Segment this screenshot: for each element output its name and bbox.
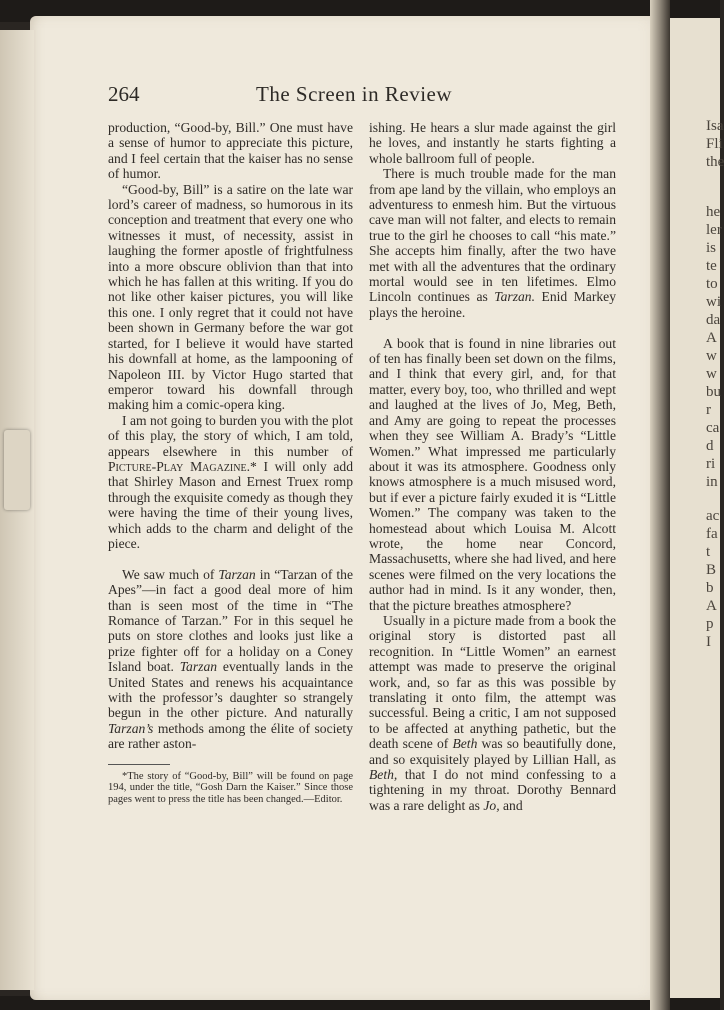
paragraph: A book that is found in nine libraries out of ten has finally been set down on the films, and I think that every girl, and, for that matter, every boy, too, who thrilled and wept and laughed at the lives of Jo, Meg, Beth, and Amy are going to repeat the processes when they see William A. Brady’s “Little Women.” What impressed me particularly about it was its atmosphere. Goodness only knows atmosphere is a much misused word, but if ever a picture fairly exuded it is “Little Women.” The company was taken to the homestead about which Louisa M. Alcott wrote, the home near Concord, Massachusetts, where she had lived, and here scenes were filmed on the very locations the author had in mind. Is it any wonder, then, that the picture breathes atmosphere? xyxy=(369,335,616,613)
facing-page-fragment: ac xyxy=(706,508,720,524)
facing-page-fragment: bu xyxy=(706,384,721,400)
paper-scrap xyxy=(4,430,30,510)
footnote: *The story of “Good-by, Bill” will be found on page 194, under the title, “Gosh Darn the Kaiser.” Since those pages went to press the title has been changed.—Editor. xyxy=(108,770,353,805)
facing-page-fragment: w xyxy=(706,348,717,364)
facing-page-fragment: fa xyxy=(706,526,718,542)
facing-page-fragment: ler xyxy=(706,222,722,238)
facing-page-fragment: is xyxy=(706,240,717,256)
paragraph: “Good-by, Bill” is a satire on the late war lord’s career of madness, so humorous in its conception and treatment that every one who witnesses it must, of necessity, assist in laughing the former apostle of frightfulness into a more obscure oblivion than that into which he has fallen at this writing. If you do not like other kaiser pictures, you will like this one. I only regret that it could not have been shown in Germany before the war got started, for I believe it would have started his downfall at home, as the lampooning of Napoleon III. by Victor Hugo started that emperor toward his downfall through making him a comic-opera king. xyxy=(108,181,353,413)
page-number: 264 xyxy=(108,82,140,106)
facing-page-fragment: the xyxy=(706,154,724,170)
facing-page-fragment: ca xyxy=(706,420,720,436)
facing-page-fragment: Isa xyxy=(706,118,724,134)
paragraph: Usually in a picture made from a book the original story is distorted past all recognition. In “Little Women” an earnest attempt was made to preserve the original work, and, so far as this was possible by translating it onto film, the attempt was successful. Being a critic, I am not supposed to be affected at anything pathetic, but the death scene of Beth was so beautifully done, and so exquisitely played by Lillian Hall, as Beth, that I do not mind confessing to a tightening in my throat. Dorothy Bennard was a rare delight as Jo, and xyxy=(369,612,616,813)
facing-page-fragment: p xyxy=(706,616,714,632)
left-column xyxy=(108,120,353,805)
footnote-rule xyxy=(108,764,170,765)
magazine-name: Picture-Play Magazine.* xyxy=(108,458,257,474)
facing-page-fragment: ri xyxy=(706,456,716,472)
facing-page-fragment: I xyxy=(706,634,711,650)
running-title: The Screen in Review xyxy=(256,82,453,106)
book-gutter xyxy=(650,0,670,1010)
facing-page-fragment: A xyxy=(706,598,717,614)
facing-page-fragment: wi xyxy=(706,294,721,310)
paragraph: production, “Good-by, Bill.” One must have a sense of humor to appreciate this picture, and I feel certain that the kaiser has no sense of humor. xyxy=(108,120,353,182)
facing-page-fragment: b xyxy=(706,580,714,596)
facing-page-fragment: to xyxy=(706,276,718,292)
facing-page-fragment: w xyxy=(706,366,717,382)
paragraph: I am not going to burden you with the plot of this play, the story of which, I am told, appears elsewhere in this number of Picture-Play Magazine.* I will only add that Shirley Mason and Ernest Truex romp through the exquisite comedy as though they were having the time of their young lives, which adds to the charm and delight of the piece. xyxy=(108,412,353,551)
paragraph: ishing. He hears a slur made against the girl he loves, and instantly he starts fighting a whole ballroom full of people. xyxy=(369,120,616,166)
facing-page-fragment: he xyxy=(706,204,721,220)
paragraph: We saw much of Tarzan in “Tarzan of the Apes”—in fact a good deal more of him than is seen most of the time in “The Romance of Tarzan.” For in this sequel he puts on store clothes and looks just like a prize fighter off for a holiday on a Coney Island boat. Tarzan eventually lands in the United States and renews his acquaintance with the professor’s daughter so strangely begun in the other picture. And naturally Tarzan’s methods among the élite of society are rather aston- xyxy=(108,566,353,752)
facing-page-fragment: B xyxy=(706,562,717,578)
facing-page-fragment: r xyxy=(706,402,711,418)
right-column xyxy=(369,120,616,813)
facing-page-fragment: Fli xyxy=(706,136,723,152)
paragraph: There is much trouble made for the man from ape land by the villain, who employs an adventuress to enmesh him. But the virtuous cave man will not falter, and elects to remain true to the girl he chooses to call “his mate.” She accepts him finally, after the two have met with all the adventures that the ordinary mortal would see in ten lifetimes. Elmo Lincoln continues as Tarzan. Enid Markey plays the heroine. xyxy=(369,166,616,320)
facing-page-fragment: d xyxy=(706,438,714,454)
page-left-edge xyxy=(0,30,34,990)
facing-page-fragment: da xyxy=(706,312,721,328)
facing-page-fragment: te xyxy=(706,258,717,274)
facing-page-fragment: A xyxy=(706,330,717,346)
facing-page xyxy=(670,18,724,998)
facing-page-fragment: in xyxy=(706,474,718,490)
facing-page-fragment: t xyxy=(706,544,711,560)
page-header xyxy=(108,82,618,112)
